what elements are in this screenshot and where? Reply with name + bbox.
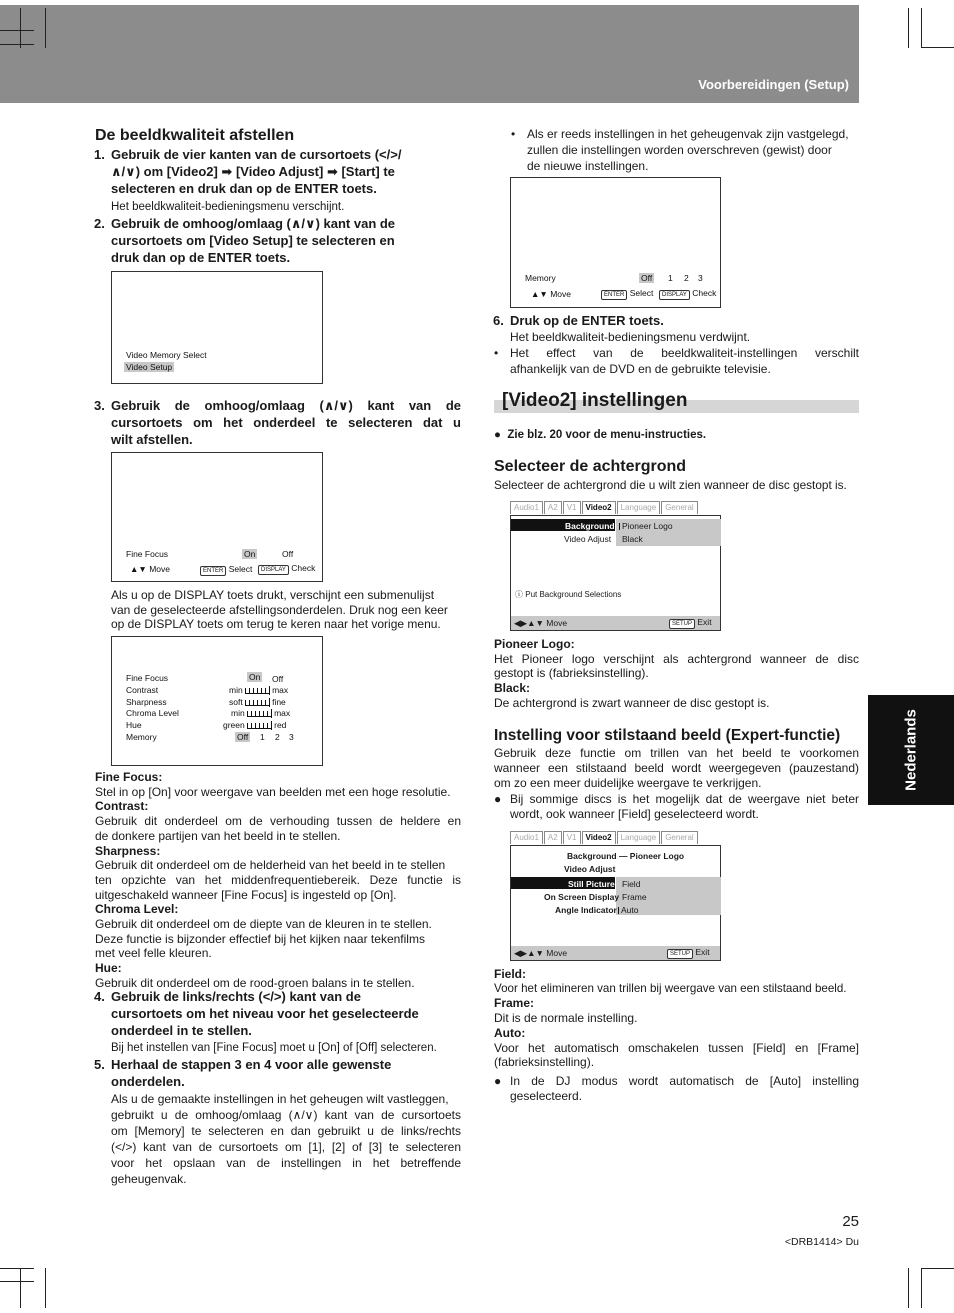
exit-hint: SETUP Exit [667,947,710,959]
memory-off-option: Off [237,732,249,742]
step-6-note: Het beeldkwaliteit-bedieningsmenu verdwijnt. [510,330,751,344]
auto-term: Auto: [494,1025,526,1040]
four-way-arrow-icon: ◀▶▲▼ [514,948,544,958]
display-toggle-text: Als u op de DISPLAY toets drukt, verschijnt een submenulijst van de geselecteerde afstellingsonderdelen. Druk nog een keer op de DISPLAY toets om terug te keren naar het vorige menu. [111,588,448,632]
black-term: Black: [494,681,531,696]
osd-screen-memory [510,177,721,308]
select-hint: ENTER Select [200,564,252,576]
exit-hint: SETUP Exit [669,617,712,629]
pioneer-logo-term: Pioneer Logo: [494,637,575,651]
side-tab-label: Nederlands [902,709,920,791]
tab-language: Language [617,501,661,514]
sharpness-label: Sharpness [126,697,167,707]
tab-audio1: Audio1 [510,831,543,844]
background-definitions: Pioneer Logo: Het Pioneer logo verschijnt als achtergrond wanneer de disc gestopt is (fabrieksinstelling). Black: De achtergrond is zwart wanneer de disc gestopt is. [494,637,859,710]
section-heading: De beeldkwaliteit afstellen [95,127,295,144]
osd-screen-submenu [111,636,323,766]
on-screen-display-item: On Screen Display [544,892,620,902]
sharpness-term: Sharpness: [95,843,161,858]
move-hint: ▲▼ Move [130,564,170,574]
enter-button-icon: ENTER [601,290,627,300]
hue-term: Hue: [95,961,122,976]
step-2: 2. Gebruik de omhoog/omlaag (∧/∨) kant van de cursortoets om [Video Setup] te selecteren en druk dan op de ENTER toets. [94,216,396,265]
display-button-icon: DISPLAY [258,565,289,575]
chroma-level-label: Chroma Level [126,708,179,718]
fine-focus-term: Fine Focus: [95,770,163,784]
frame-option: Frame [622,892,647,902]
display-button-icon: DISPLAY [659,290,690,300]
step-1-note: Het beeldkwaliteit-bedieningsmenu verschijnt. [111,201,345,213]
info-icon: ⓘ [515,590,523,599]
up-down-arrow-icon: ▲▼ [531,289,548,299]
menu-tabs [510,831,699,844]
background-item: Background [565,521,615,531]
chroma-level-term: Chroma Level: [95,902,179,917]
field-term: Field: [494,967,526,981]
field-option: Field [622,879,641,889]
sharpness-slider: soft fine [229,697,286,707]
bullet-icon: ● [494,429,501,441]
bullet-icon: • [494,346,499,360]
contrast-term: Contrast: [95,799,149,814]
video-memory-select-label: Video Memory Select [126,350,207,360]
osd-menu-still-picture [510,831,721,960]
tab-v1: V1 [563,501,581,514]
memory-1-option: 1 [668,273,673,283]
memory-overwrite-bullet: • Als er reeds instellingen in het geheugenvak zijn vastgelegd, zullen die instellingen worden overschreven (gewist) door de nieuwe instellingen. [511,127,849,173]
enter-button-icon: ENTER [200,566,226,576]
step-3: 3. Gebruik de omhoog/omlaag (∧/∨) kant van de cursortoets om het onderdeel te selecteren dat u wilt afstellen. [94,398,461,447]
step-4-note: Bij het instellen van [Fine Focus] moet u [On] of [Off] selecteren. [111,1042,437,1054]
background-heading: Selecteer de achtergrond [494,458,687,475]
tab-language: Language [617,831,661,844]
tab-general: General [661,501,697,514]
black-option: Black [622,534,643,544]
still-picture-heading: Instelling voor stilstaand beeld (Expert-functie) [494,727,841,744]
move-hint: ◀▶▲▼ Move [514,618,568,628]
video2-settings-title: [Video2] instellingen [502,390,688,411]
step-4: 4. Gebruik de links/rechts (</>) kant van de cursortoets om het niveau voor het geselecteerde onderdeel in te stellen. [94,989,419,1038]
memory-3-option: 3 [289,732,294,742]
video-adjust-item: Video Adjust [564,534,612,544]
fine-focus-desc: Stel in op [On] voor weergave van beelden met een hoge resolutie. [95,784,451,799]
still-picture-item: Still Picture [568,879,615,889]
osd-screen-video-setup [111,271,323,384]
memory-1-option: 1 [260,732,265,742]
move-hint: ◀▶▲▼ Move [514,948,568,958]
tab-video2: Video2 [582,501,616,514]
page-number: 25 [842,1213,859,1230]
setup-button-icon: SETUP [667,949,693,959]
osd-menu-background [510,501,721,630]
step-5-text: Als u de gemaakte instellingen in het geheugen wilt vastleggen, gebruikt u de omhoog/omlaag (∧/∨) kant van de cursortoets om [Memory] te selecteren en dan gebruikt u de links/rechts (</>) kant van de cursortoets om [1], [2] of [3] te selecteren voor het opslaan van de instellingen in het betreffende geheugenvak. [111,1092,461,1187]
memory-label: Memory [126,732,157,742]
tab-video2: Video2 [582,831,616,844]
bullet-icon: • [511,127,516,141]
still-picture-definitions: Field: Voor het elimineren van trillen bij weergave van een stilstaand beeld. Frame: Dit is de normale instelling. Auto: Voor het automatisch omschakelen tussen [Field] en [Frame] (fabrieksinstelling). [494,967,859,1070]
menu-instructions-note: ● Zie blz. 20 voor de menu-instructies. [494,429,707,441]
angle-indicator-item: Angle Indicator [555,905,617,915]
frame-term: Frame: [494,996,535,1011]
section-title: Voorbereidingen (Setup) [698,77,849,92]
bullet-icon: ● [494,1074,502,1088]
info-line: ⓘ Put Background Selections [515,590,622,599]
chroma-level-slider: min max [231,708,291,718]
video-adjust-item: Video Adjust [564,864,616,874]
four-way-arrow-icon: ◀▶▲▼ [514,618,544,628]
still-picture-bullet: ● Bij sommige discs is het mogelijk dat de weergave niet beter wordt, ook wanneer [Field] geselecteerd wordt. [494,792,859,821]
step-6: 6. Druk op de ENTER toets. [493,313,664,328]
contrast-label: Contrast [126,685,159,695]
language-side-tab [868,695,954,805]
menu-tabs [510,501,699,514]
tab-a2: A2 [544,831,562,844]
move-hint: ▲▼ Move [531,289,571,299]
step-1: 1. Gebruik de vier kanten van de cursortoets (</>/ ∧/∨) om [Video2] ➡ [Video Adjust] ➡ [Start] te selecteren en druk dan op de ENTER toets. [94,147,402,196]
background-intro: Selecteer de achtergrond die u wilt zien wanneer de disc gestopt is. [494,478,847,492]
bullet-icon: ● [494,792,502,806]
select-hint: ENTER Select [601,288,653,300]
on-option: On [249,672,261,682]
osd-screen-fine-focus [111,452,323,582]
memory-2-option: 2 [275,732,280,742]
contrast-slider: min max [229,685,289,695]
up-down-arrow-icon: ▲▼ [130,564,147,574]
step-5: 5. Herhaal de stappen 3 en 4 voor alle gewenste onderdelen. [94,1057,392,1089]
fine-focus-label: Fine Focus [126,549,169,559]
tab-general: General [661,831,697,844]
effect-bullet: • Het effect van de beeldkwaliteit-instellingen verschilt afhankelijk van de DVD en de gebruikte televisie. [494,346,859,376]
auto-option: Auto [618,905,639,915]
video-setup-label: Video Setup [126,362,173,372]
memory-off-option: Off [641,273,653,283]
setup-button-icon: SETUP [669,619,695,629]
document-code: <DRB1414> Du [784,1236,859,1248]
dj-mode-bullet: ● In de DJ modus wordt automatisch de [Auto] instelling geselecteerd. [494,1074,859,1103]
header-band [0,5,859,103]
tab-a2: A2 [544,501,562,514]
tab-audio1: Audio1 [510,501,543,514]
on-option: On [244,549,256,559]
background-item: Background — Pioneer Logo [567,851,685,861]
pioneer-logo-option: Pioneer Logo [619,521,673,531]
hue-label: Hue [126,720,142,730]
hue-slider: green red [223,720,287,730]
tab-v1: V1 [563,831,581,844]
fine-focus-label: Fine Focus [126,673,169,683]
still-picture-intro: Gebruik deze functie om trillen van het beeld te voorkomen wanneer een stilstaand beeld wordt weergegeven (pauzestand) om zo een meer duidelijke weergave te verkrijgen. [494,746,859,790]
check-hint: DISPLAY Check [659,288,716,300]
check-hint: DISPLAY Check [258,563,315,575]
memory-label: Memory [525,273,556,283]
memory-3-option: 3 [698,273,703,283]
setting-definitions: Fine Focus: Stel in op [On] voor weergave van beelden met een hoge resolutie. Contrast: Gebruik dit onderdeel om de verhouding tussen de heldere en de donkere partijen van het beeld in te stellen. Sharpness: Gebruik dit onderdeel om de helderheid van het beeld in te stellen ten opzichte van het middenfrequentiebereik. Deze functie is uitgeschakeld wanneer [Fine Focus] is ingesteld op [On]. Chroma Level: Gebruik dit onderdeel om de diepte van de kleuren in te stellen. Deze functie is bijzonder effectief bij het kijken naar tekenfilms met veel felle kleuren. Hue: Gebruik dit onderdeel om de rood-groen balans in te stellen. [95,770,461,990]
off-option: Off [282,549,294,559]
off-option: Off [272,674,284,684]
memory-2-option: 2 [684,273,689,283]
